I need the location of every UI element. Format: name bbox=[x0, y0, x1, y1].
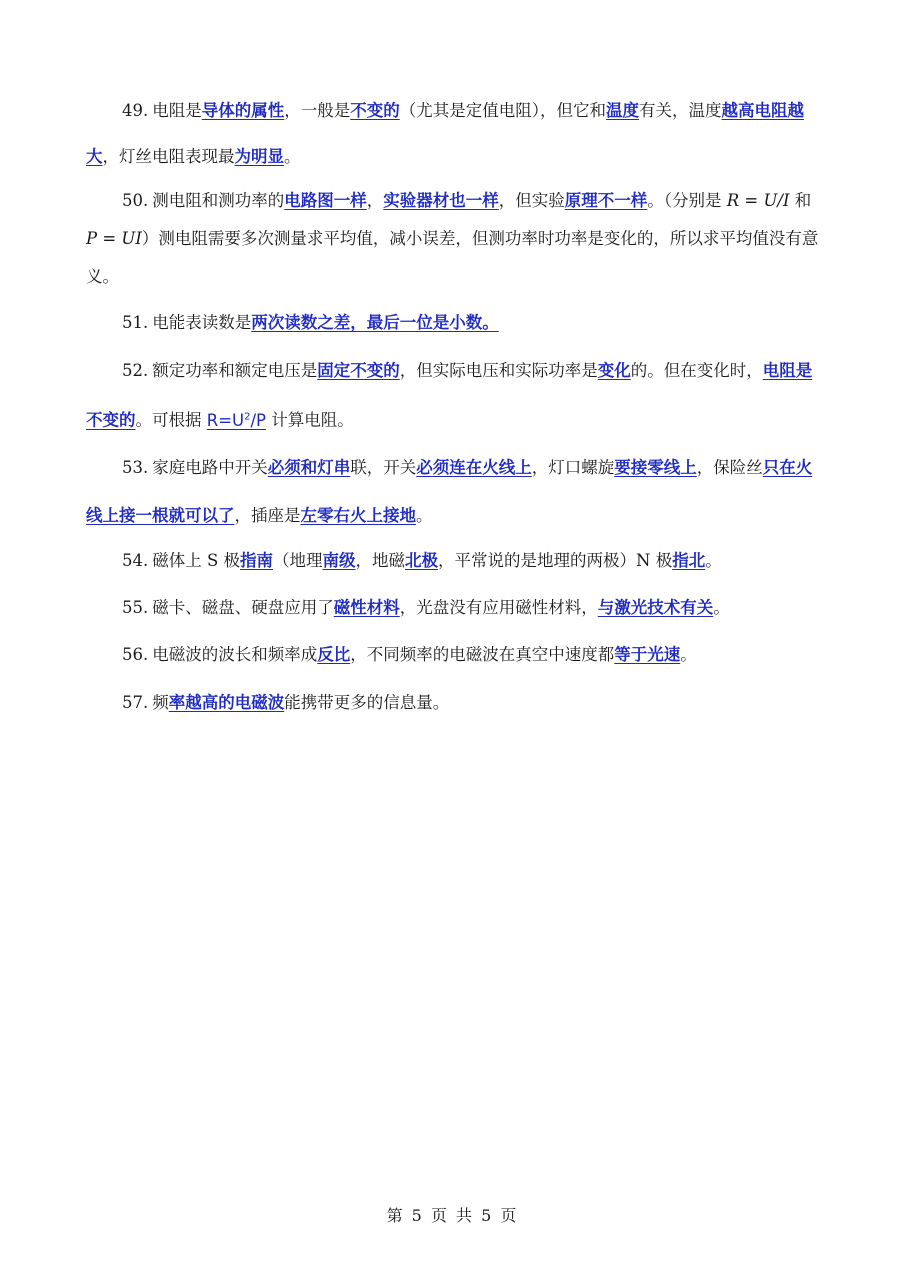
formula-power: P = UI bbox=[86, 229, 142, 248]
list-item-55: 55. 磁卡、磁盘、硬盘应用了磁性材料，光盘没有应用磁性材料，与激光技术有关。 bbox=[122, 598, 730, 617]
formula-r-equals: $R=U^2/P$ bbox=[206, 410, 267, 430]
list-item-50: 50. 测电阻和测功率的电路图一样，实验器材也一样，但实验原理不一样。（分别是 R = U/I 和 P = UI）测电阻需要多次测量求平均值，减小误差，但测功率时功率是变化的，所以求平均值没有意义。 bbox=[86, 191, 819, 286]
list-item-54: 54. 磁体上 S 极指南（地理南级，地磁北极，平常说的是地理的两极）N 极指北。 bbox=[122, 551, 722, 570]
list-item-56: 56. 电磁波的波长和频率成反比，不同频率的电磁波在真空中速度都等于光速。 bbox=[122, 645, 697, 664]
page-footer: 第 5 页 共 5 页 bbox=[386, 1206, 519, 1225]
list-item-52: 52. 额定功率和额定电压是固定不变的，但实际电压和实际功率是变化的。但在变化时，电阻是不变的。可根据 $R=U^2/P$ 计算电阻。 bbox=[86, 361, 813, 430]
list-item-49: 49. 电阻是导体的属性，一般是不变的（尤其是定值电阻），但它和温度有关，温度越高电阻越大，灯丝电阻表现最为明显。 bbox=[86, 101, 804, 166]
formula-resistance: R = U/I bbox=[726, 191, 790, 210]
list-item-57: 57. 频率越高的电磁波能携带更多的信息量。 bbox=[122, 693, 450, 712]
list-item-53: 53. 家庭电路中开关必须和灯串联，开关必须连在火线上，灯口螺旋要接零线上，保险丝只在火线上接一根就可以了，插座是左零右火上接地。 bbox=[86, 458, 813, 525]
list-item-51: 51. 电能表读数是两次读数之差，最后一位是小数。 bbox=[122, 313, 499, 332]
